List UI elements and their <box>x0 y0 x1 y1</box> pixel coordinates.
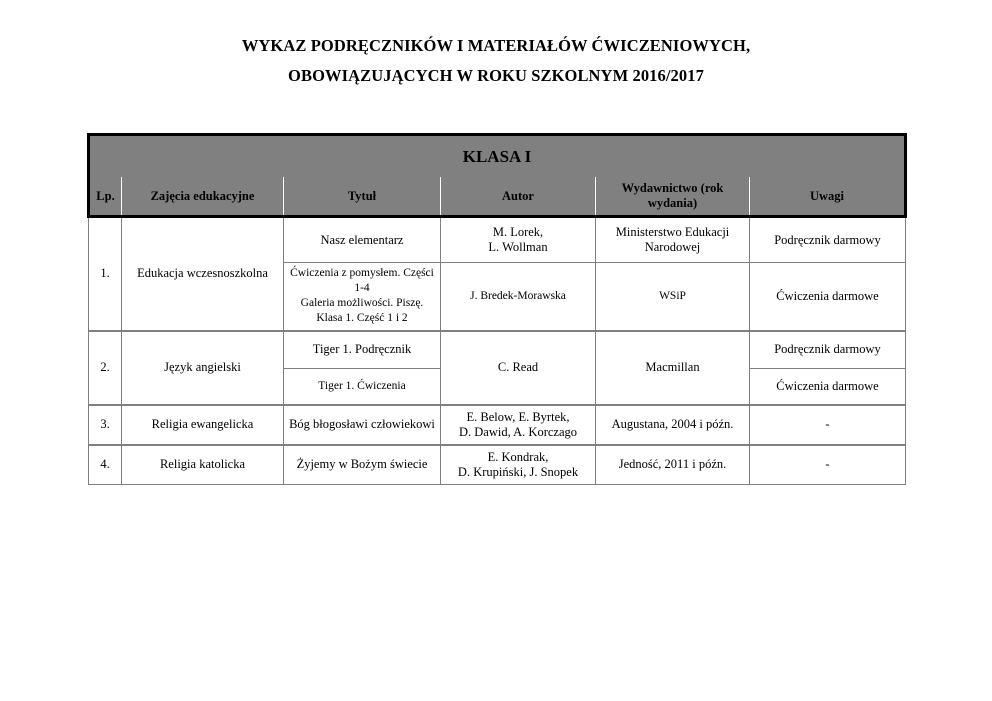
title-line: Ćwiczenia z pomysłem. Części 1-4 <box>290 267 434 295</box>
author-line: D. Krupiński, J. Snopek <box>457 464 579 479</box>
author-line: M. Lorek, <box>492 225 544 239</box>
row-author: C. Read <box>441 331 596 405</box>
row-title: Tiger 1. Podręcznik <box>284 331 441 369</box>
table-row <box>89 445 906 485</box>
row-subject: Edukacja wczesnoszkolna <box>122 217 284 331</box>
row-notes: - <box>750 445 906 485</box>
header-publisher: Wydawnictwo (rok wydania) <box>596 177 750 217</box>
row-lp: 4. <box>89 445 122 485</box>
row-title: Żyjemy w Bożym świecie <box>284 445 441 485</box>
row-notes: Podręcznik darmowy <box>750 217 906 263</box>
row-lp: 1. <box>89 217 122 331</box>
row-lp: 3. <box>89 405 122 445</box>
textbook-table <box>87 133 907 485</box>
row-publisher: Ministerstwo Edukacji Narodowej <box>596 217 750 263</box>
row-notes: Podręcznik darmowy <box>750 331 906 369</box>
table-header-row <box>89 177 906 217</box>
table-row <box>89 217 906 263</box>
row-author <box>441 445 596 485</box>
row-notes: Ćwiczenia darmowe <box>750 263 906 331</box>
row-title <box>284 263 441 331</box>
row-title: Nasz elementarz <box>284 217 441 263</box>
document-title-line1: WYKAZ PODRĘCZNIKÓW I MATERIAŁÓW ĆWICZENIOWYCH, <box>241 36 751 55</box>
row-title: Tiger 1. Ćwiczenia <box>284 369 441 405</box>
row-lp: 2. <box>89 331 122 405</box>
author-line: E. Kondrak, <box>487 449 549 464</box>
row-publisher: Macmillan <box>596 331 750 405</box>
document-title-line2: OBOWIĄZUJĄCYCH W ROKU SZKOLNYM 2016/2017 <box>288 66 704 85</box>
header-lp: Lp. <box>89 177 122 217</box>
row-notes: - <box>750 405 906 445</box>
author-line: E. Below, E. Byrtek, <box>466 409 570 424</box>
row-publisher: Jedność, 2011 i późn. <box>596 445 750 485</box>
table-row <box>89 405 906 445</box>
row-title: Bóg błogosławi człowiekowi <box>284 405 441 445</box>
row-notes: Ćwiczenia darmowe <box>750 369 906 405</box>
row-subject: Język angielski <box>122 331 284 405</box>
header-title: Tytuł <box>284 177 441 217</box>
header-notes: Uwagi <box>750 177 906 217</box>
author-line: L. Wollman <box>488 240 548 254</box>
title-line: Galeria możliwości. Piszę. Klasa 1. Część 1 i 2 <box>300 297 424 325</box>
row-subject: Religia ewangelicka <box>122 405 284 445</box>
row-author <box>441 405 596 445</box>
header-subject: Zajęcia edukacyjne <box>122 177 284 217</box>
class-title: KLASA I <box>89 135 906 177</box>
row-author <box>441 217 596 263</box>
author-line: D. Dawid, A. Korczago <box>458 424 578 439</box>
row-publisher: WSiP <box>596 263 750 331</box>
row-author: J. Bredek-Morawska <box>441 263 596 331</box>
header-author: Autor <box>441 177 596 217</box>
row-publisher: Augustana, 2004 i późn. <box>596 405 750 445</box>
row-subject: Religia katolicka <box>122 445 284 485</box>
table-row <box>89 331 906 369</box>
